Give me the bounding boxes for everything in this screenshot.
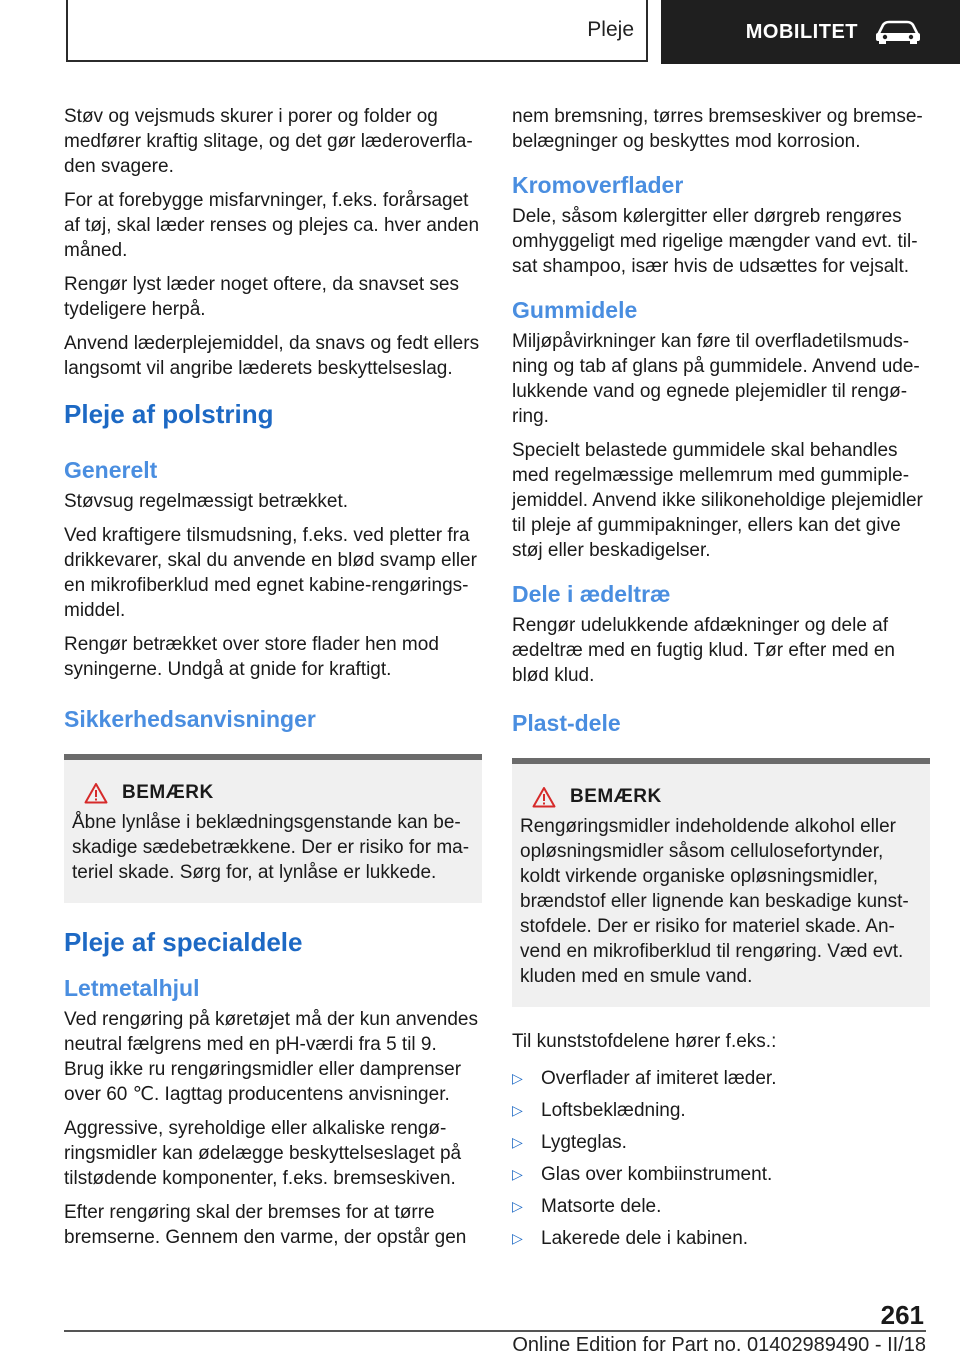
heading-sikkerhed: Sikkerhedsanvisninger (64, 706, 316, 732)
list-item-text: Lygteglas. (541, 1132, 627, 1153)
list-item-text: Overflader af imiteret læder. (541, 1068, 777, 1089)
list-item (512, 1226, 930, 1251)
bullet-triangle-icon: ▷ (512, 1230, 523, 1246)
warning-note (64, 754, 482, 903)
bullet-triangle-icon: ▷ (512, 1134, 523, 1150)
heading-letmetalhjul: Letmetalhjul (64, 975, 200, 1001)
paragraph: Rengør udelukkende afdækninger og dele af ædeltræ med en fugtig klud. Tør efter med en blød klud. (512, 615, 895, 686)
heading-specialdele: Pleje af specialdele (64, 927, 303, 957)
header-chapter-title: MOBILITET (745, 20, 858, 43)
note-title: BEMÆRK (570, 786, 662, 807)
heading-plast-dele: Plast-dele (512, 710, 621, 736)
paragraph: Ved rengøring på køretøjet må der kun anvendes neutral fælgrens med en pH-værdi fra 5 til 9. Brug ikke ru rengøringsmidler eller damprenser over 60 ℃. Iagttag producentens anvisninger. (64, 1009, 479, 1105)
list-item (512, 1194, 930, 1219)
right-column (512, 104, 930, 1258)
paragraph: Rengør lyst læder noget oftere, da snavset ses tydeligere herpå. (64, 274, 459, 320)
bullet-triangle-icon: ▷ (512, 1166, 523, 1182)
warning-note (512, 758, 930, 1007)
page-number: 261 (880, 1300, 924, 1330)
list-item (512, 1162, 930, 1187)
paragraph: Aggressive, syreholdige eller alkaliske rengøringsmidler kan ødelægge beskyttelseslaget på tilstødende komponenter, f.eks. bremseskiven. (64, 1118, 462, 1189)
heading-kromoverflader: Kromoverflader (512, 172, 684, 198)
heading-aedeltrae: Dele i ædeltræ (512, 581, 671, 607)
paragraph: Specielt belastede gummidele skal behandles med regelmæssige mellemrum med gummiplejemiddel. Anvend ikke silikoneholdige plejemidler til pleje af gummipakninger, ellers kan det give støj eller beskadigelser. (512, 440, 923, 561)
heading-gummidele: Gummidele (512, 297, 638, 323)
list-item (512, 1066, 930, 1091)
paragraph: Ved kraftigere tilsmudsning, f.eks. ved pletter fra drikkevarer, skal du anvende en blød svamp eller en mikrofiberklud med egnet kabine-rengøringsmiddel. (64, 525, 477, 621)
bullet-triangle-icon: ▷ (512, 1198, 523, 1214)
heading-polstring: Pleje af polstring (64, 399, 274, 429)
list-item-text: Lakerede dele i kabinen. (541, 1228, 749, 1249)
paragraph: Miljøpåvirkninger kan føre til overfladetilsmudsning og tab af glans på gummidele. Anvend udelukkende vand og egnede plejemidler til rengøring. (512, 331, 920, 427)
paragraph: Støv og vejsmuds skurer i porer og folder og medfører kraftig slitage, og det gør læderoverfladen svagere. (64, 106, 473, 177)
header-section-title: Pleje (587, 18, 634, 41)
warning-triangle-icon (532, 786, 556, 808)
paragraph: Dele, såsom kølergitter eller dørgreb rengøres omhyggeligt med rigelige mængder vand evt. tilsat shampoo, især hvis de udsættes for vejsalt. (512, 206, 918, 277)
note-text: Åbne lynlåse i beklædningsgenstande kan beskadige sædebetrækkene. Der er risiko for materiel skade. Sørg for, at lynlåse er lukkede. (72, 812, 470, 883)
paragraph: For at forebygge misfarvninger, f.eks. forårsaget af tøj, skal læder renses og plejes ca. hver anden måned. (64, 190, 480, 261)
list-intro: Til kunststofdelene hører f.eks.: (512, 1031, 777, 1052)
list-item-text: Glas over kombiinstrument. (541, 1164, 773, 1185)
warning-triangle-icon (84, 782, 108, 804)
list-item-text: Matsorte dele. (541, 1196, 662, 1217)
bullet-triangle-icon: ▷ (512, 1102, 523, 1118)
list-item-text: Loftsbeklædning. (541, 1100, 686, 1121)
left-column (64, 104, 482, 1259)
paragraph: Anvend læderplejemiddel, da snavs og fedt ellers langsomt vil angribe læderets beskyttelseslag. (64, 333, 480, 379)
car-icon (874, 19, 922, 45)
heading-generelt: Generelt (64, 457, 158, 483)
note-text: Rengøringsmidler indeholdende alkohol eller opløsningsmidler såsom cellulosefortynder, koldt virkende organiske opløsningsmidler, brændstof eller lignende kan beskadige kunststofdele. Der er risiko for materiel skade. Anvend en mikrofiberklud til rengøring. Væd evt. kluden med en smule vand. (520, 816, 909, 987)
list-item (512, 1130, 930, 1155)
bullet-triangle-icon: ▷ (512, 1070, 523, 1086)
paragraph: Støvsug regelmæssigt betrækket. (64, 491, 349, 512)
list-item (512, 1098, 930, 1123)
footer-edition-text: Online Edition for Part no. 01402989490 - II/18 (512, 1334, 926, 1356)
header-section-tab (66, 0, 648, 62)
paragraph: nem bremsning, tørres bremseskiver og bremsebelægninger og beskyttes mod korrosion. (512, 106, 923, 152)
plastic-parts-list (512, 1066, 930, 1251)
paragraph: Efter rengøring skal der bremses for at tørre bremserne. Gennem den varme, der opstår gen (64, 1202, 467, 1248)
header-chapter-tab (661, 0, 960, 64)
note-title: BEMÆRK (122, 782, 214, 803)
footer-divider (64, 1330, 926, 1332)
paragraph: Rengør betrækket over store flader hen mod syningerne. Undgå at gnide for kraftigt. (64, 634, 439, 680)
